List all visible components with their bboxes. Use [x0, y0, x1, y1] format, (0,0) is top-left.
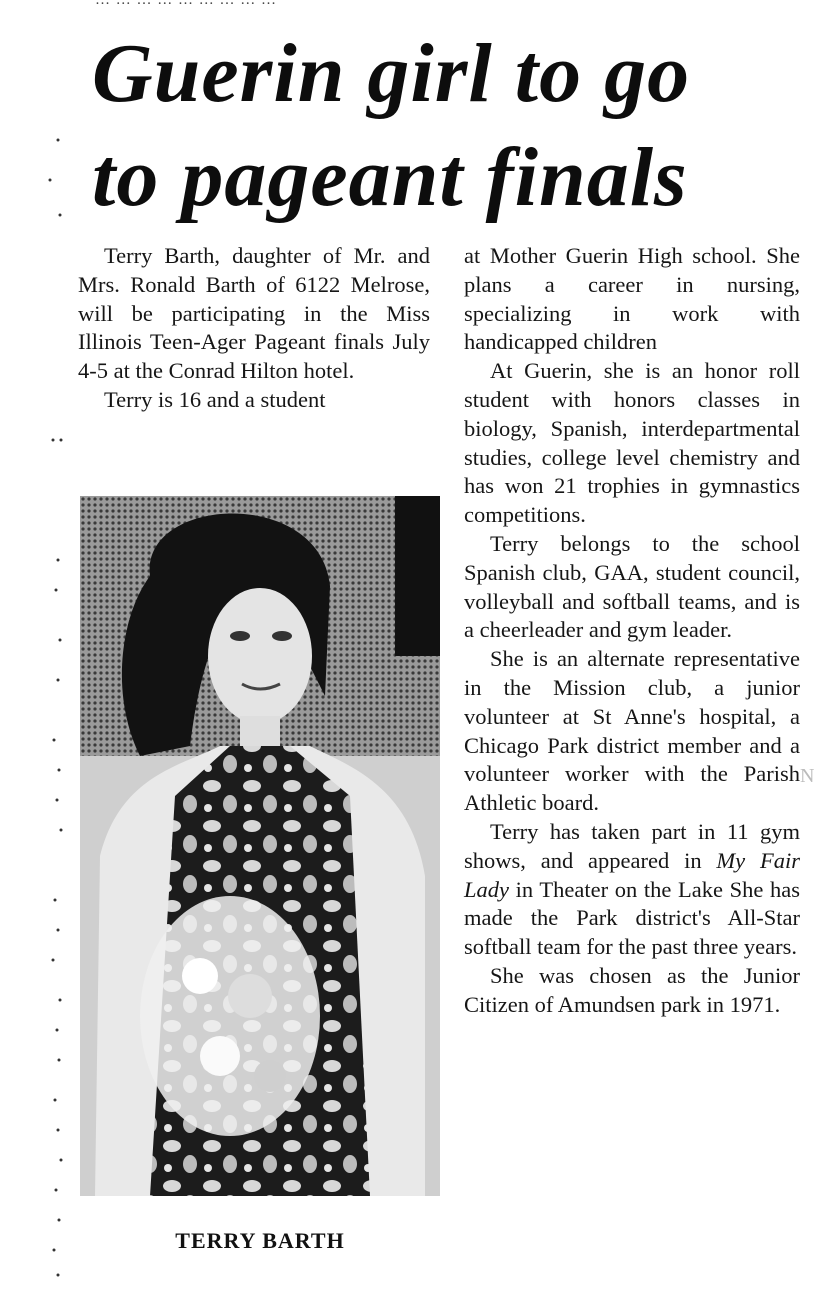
right-paragraph-5: [464, 818, 800, 962]
p5-text-a: Terry has taken part in 11 gym shows, and appeared in: [464, 818, 800, 873]
headline: [92, 22, 792, 230]
margin-specks: [28, 120, 68, 1290]
left-paragraph-1: Terry Barth, daughter of Mr. and Mrs. Ronald Barth of 6122 Melrose, will be participating in the Miss Illinois Teen-Ager Pageant finals July 4-5 at the Conrad Hilton hotel.: [78, 243, 430, 384]
portrait-illustration: [80, 496, 440, 1196]
right-paragraph-1: at Mother Guerin High school. She plans a career in nursing, specializing in work with handicapped children: [464, 243, 800, 355]
left-paragraph-2: Terry is 16 and a student: [104, 386, 326, 412]
play-title: My Fair Lady: [464, 847, 800, 902]
margin-mark: N: [800, 765, 815, 787]
photo-caption: TERRY BARTH: [175, 1228, 345, 1253]
headline-line-1: Guerin girl to go: [92, 27, 691, 120]
right-paragraph-6: She was chosen as the Junior Citizen of Amundsen park in 1971.: [464, 962, 800, 1017]
right-paragraph-4: She is an alternate representative in the Mission club, a junior volunteer at St Anne's hospital, a Chicago Park district member and a volunteer worker with the Parish Athletic board.: [464, 646, 800, 816]
right-paragraph-3: Terry belongs to the school Spanish club, GAA, student council, volleyball and softball teams, and is a cheerleader and gym leader.: [464, 530, 800, 643]
right-paragraph-2: At Guerin, she is an honor roll student with honors classes in biology, Spanish, interdepartmental studies, college level chemistry and has won 21 trophies in gymnastics competitions.: [464, 358, 800, 528]
p5-text-b: in Theater on the Lake She has made the Park district's All-Star softball team for the past three years.: [464, 876, 800, 960]
top-cut-text: [95, 0, 815, 6]
portrait-photo: [80, 496, 440, 1196]
headline-line-2: to pageant finals: [92, 131, 688, 224]
left-column: [78, 242, 430, 415]
right-column: [464, 242, 800, 1020]
